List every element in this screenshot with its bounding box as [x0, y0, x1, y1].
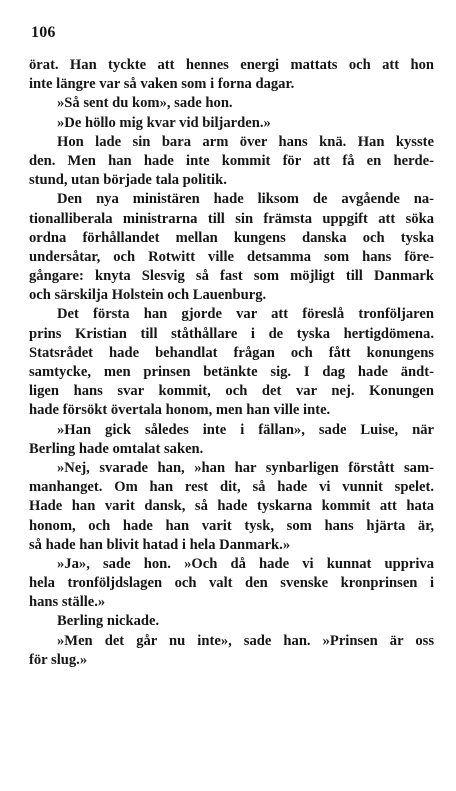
text-line: ordna förhållandet mellan kungens danska och tyska — [29, 229, 434, 246]
page-number: 106 — [31, 24, 56, 41]
text-line: örat. Han tyckte att hennes energi mattats och att hon — [29, 57, 434, 73]
body-text — [29, 56, 434, 670]
text-line: och särskilja Holstein och Lauenburg. — [29, 287, 267, 304]
text-line: »Ja», sade hon. »Och då hade vi kunnat uppriva — [57, 555, 434, 572]
text-line: Berling hade omtalat saken. — [29, 440, 204, 457]
text-line: honom, och hade han varit tysk, som hans hjärta är, — [29, 517, 434, 534]
text-line: Den nya ministären hade liksom de avgående na- — [57, 191, 434, 208]
text-line: hade försökt övertala honom, men han ville inte. — [29, 402, 331, 419]
text-line: »De höllo mig kvar vid biljarden.» — [57, 114, 271, 131]
text-line: hans ställe.» — [29, 594, 106, 611]
text-line: undersåtar, och Rotwitt ville detsamma som hans före- — [29, 248, 434, 265]
text-line: manhanget. Om han rest dit, så hade vi vunnit spelet. — [29, 479, 434, 496]
text-line: gångare: knyta Slesvig så fast som möjligt till Danmark — [29, 268, 434, 285]
text-line: tionalliberala ministrarna till sin främsta uppgift att söka — [29, 210, 434, 227]
text-line: Det första han gjorde var att föreslå tronföljaren — [57, 306, 434, 323]
text-line: »Han gick således inte i fällan», sade Luise, när — [57, 421, 434, 438]
text-line: inte längre var så vaken som i forna dagar. — [29, 76, 295, 93]
text-line: Berling nickade. — [57, 613, 160, 630]
text-line: samtycke, men prinsen betänkte sig. I dag hade ändt- — [29, 364, 434, 380]
text-line: »Men det går nu inte», sade han. »Prinsen är oss — [57, 632, 434, 649]
text-line: Hade han varit dansk, så hade tyskarna kommit att hata — [29, 498, 434, 515]
text-line: stund, utan började tala politik. — [29, 172, 227, 189]
text-line: för slug.» — [29, 651, 88, 668]
text-line: prins Kristian till ståthållare i de tyska hertigdömena. — [29, 325, 434, 342]
text-line: »Så sent du kom», sade hon. — [57, 95, 233, 112]
text-line: ligen hans svar kommit, och det var nej. Konungen — [29, 383, 434, 400]
text-line: Hon lade sin bara arm över hans knä. Han kysste — [57, 133, 434, 150]
text-line: »Nej, svarade han, »han har synbarligen förstått sam- — [57, 459, 434, 476]
text-line: den. Men han hade inte kommit för att få en herde- — [29, 152, 434, 169]
text-line: Statsrådet hade behandlat frågan och fått konungens — [29, 344, 434, 361]
text-line: hela tronföljdslagen och valt den svenske kronprinsen i — [29, 575, 434, 592]
text-line: så hade han blivit hatad i hela Danmark.» — [29, 536, 291, 553]
